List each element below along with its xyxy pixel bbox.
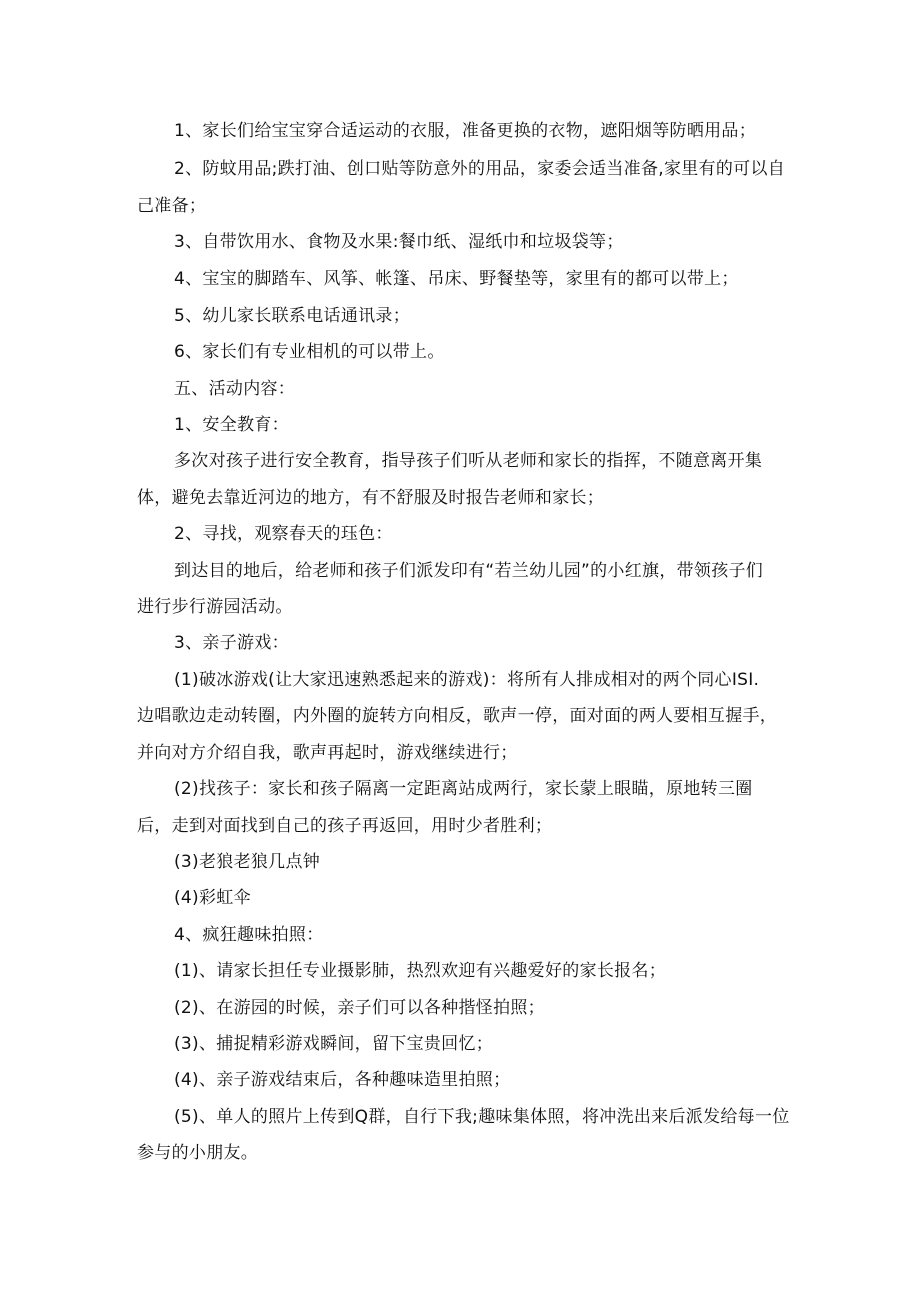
line-29: 参与的小朋友。 [137, 1143, 259, 1163]
line-23: 4、疯狂趣味拍照： [174, 925, 324, 945]
line-18: 并向对方介绍自我，歌声再起时，游戏继续进行； [137, 743, 518, 763]
line-07: 6、家长们有专业相机的可以带上。 [174, 342, 445, 362]
line-26: (3)、捕捉精彩游戏瞬间，留下宝贵回忆； [174, 1034, 494, 1054]
line-10: 多次对孩子进行安全教育，指导孩子们听从老师和家长的指挥，不随意离开集 [174, 451, 763, 471]
line-12: 2、寻找，观察春天的珏色： [174, 524, 393, 544]
line-15: 3、亲子游戏： [174, 633, 289, 653]
line-24: (1)、请家长担任专业摄影肺，热烈欢迎有兴趣爱好的家长报名； [174, 961, 667, 981]
line-17: 边唱歌边走动转圈，内外圈的旋转方向相反，歌声一停，面对面的两人要相互握手， [137, 706, 778, 726]
line-11: 体，避免去靠近河边的地方，有不舒服及时报告老师和家长； [137, 488, 605, 508]
line-02: 2、防蚊用品;跌打油、创口贴等防意外的用品，家委会适当准备,家里有的可以自 [174, 159, 786, 179]
line-19: (2)找孩子：家长和孩子隔离一定距离站成两行，家长蒙上眼瞄，原地转三圈 [174, 779, 753, 799]
line-21: (3)老狼老狼几点钟 [174, 852, 321, 872]
line-01: 1、家长们给宝宝穿合适运动的衣服，准备更换的衣物，遮阳烟等防晒用品； [174, 121, 757, 141]
line-14: 进行步行游园活动。 [137, 597, 293, 617]
line-13: 到达目的地后，给老师和孩子们派发印有“若兰幼儿园”的小红旗，带领孩子们 [174, 561, 764, 581]
line-27: (4)、亲子游戏结束后，各种趣味造里拍照； [174, 1070, 511, 1090]
line-25: (2)、在游园的时候，亲子们可以各种揩怪拍照； [174, 998, 545, 1018]
line-20: 后，走到对面找到自己的孩子再返回，用时少者胜利； [137, 816, 553, 836]
line-22: (4)彩虹伞 [174, 888, 251, 908]
line-04: 3、自带饮用水、食物及水果:餐巾纸、湿纸巾和垃圾袋等； [174, 232, 624, 252]
line-03: 己准备； [137, 196, 207, 216]
line-09: 1、安全教育： [174, 415, 289, 435]
line-08: 五、活动内容： [174, 379, 296, 399]
line-28: (5)、单人的照片上传到Q群，自行下我;趣味集体照，将冲洗出来后派发给每一位 [174, 1107, 790, 1127]
line-06: 5、幼儿家长联系电话通讯录； [174, 306, 411, 326]
line-05: 4、宝宝的脚踏车、风筝、帐篷、吊床、野餐垫等，家里有的都可以带上； [174, 269, 739, 289]
line-16: (1)破冰游戏(让大家迅速熟悉起来的游戏)：将所有人排成相对的两个同心ISI. [174, 670, 760, 690]
